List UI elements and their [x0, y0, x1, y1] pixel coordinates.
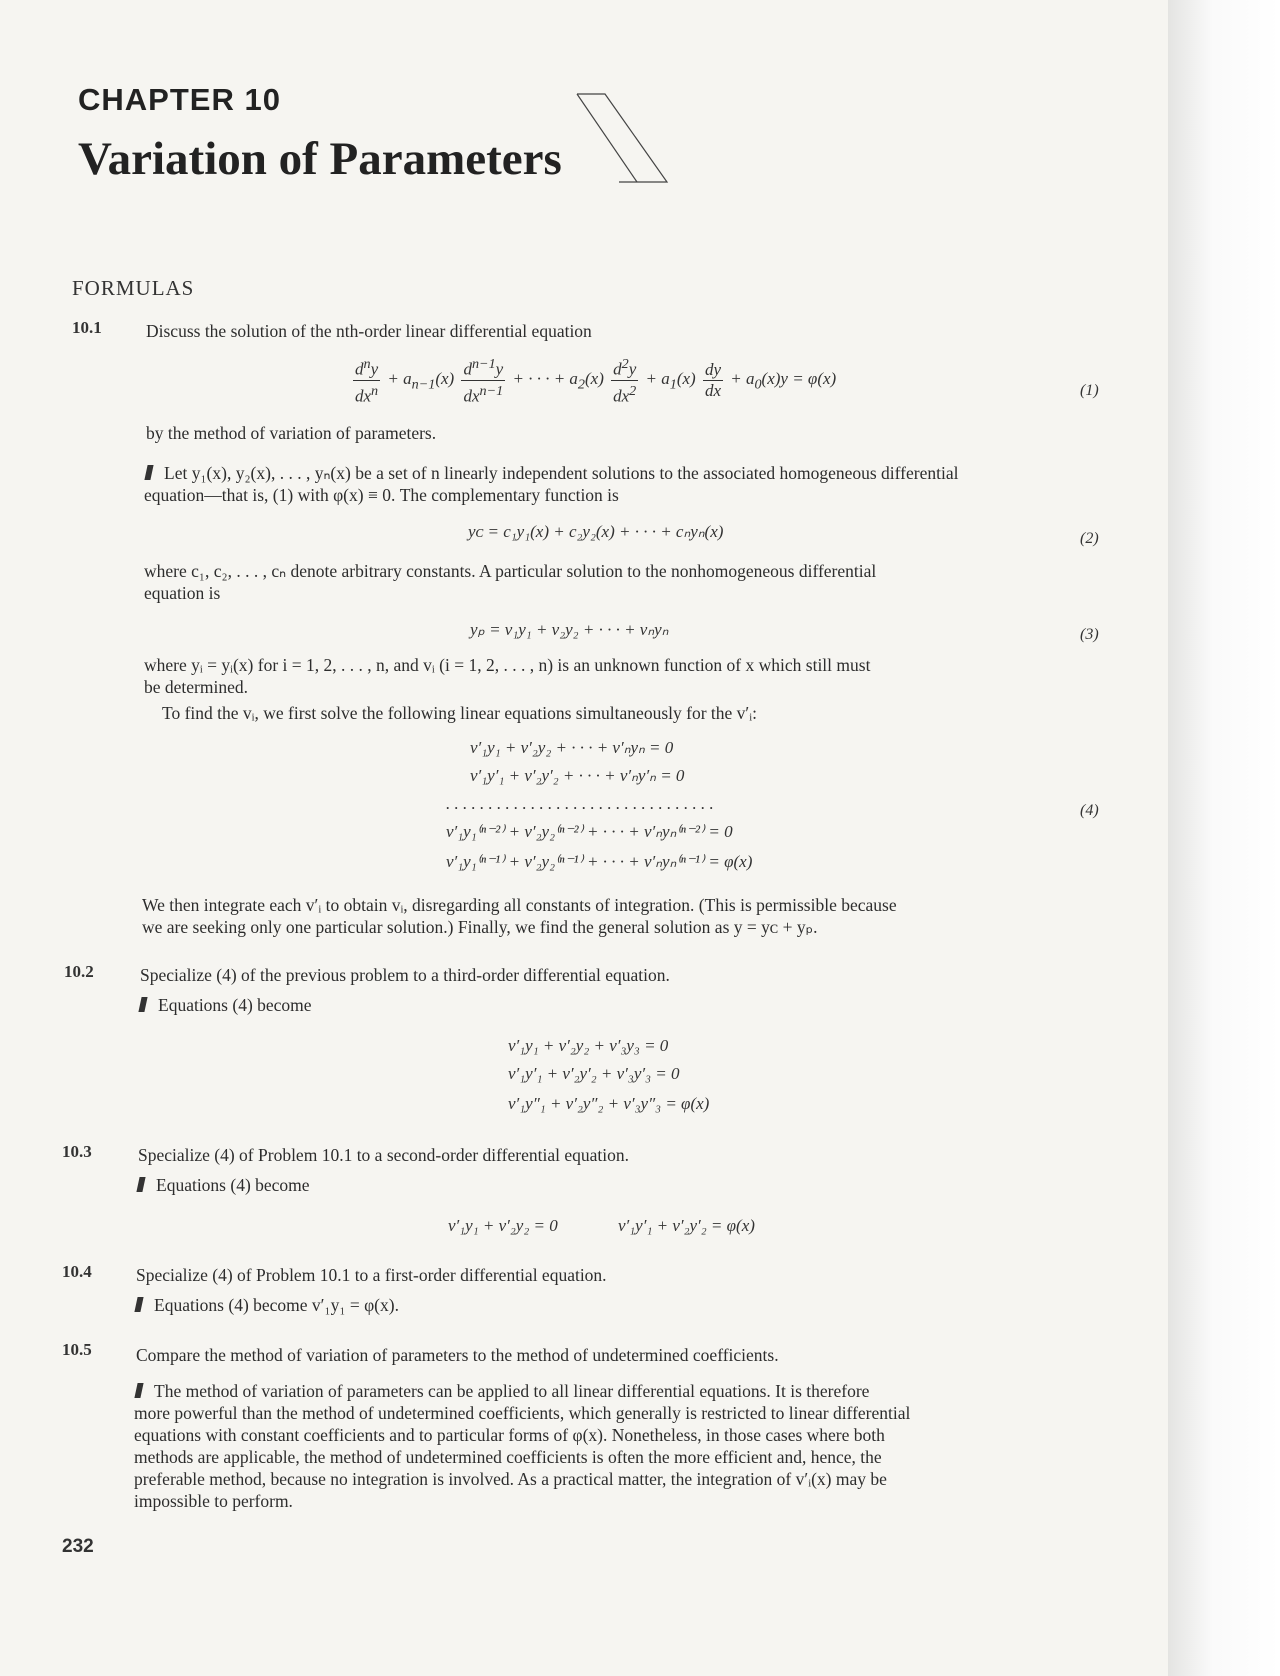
page-number: 232 — [62, 1536, 94, 1557]
problem-10-2-eq-1: v′₁y₁ + v′₂y₂ + v′₃y₃ = 0 — [508, 1036, 669, 1055]
equation-2: yᴄ = c₁y₁(x) + c₂y₂(x) + · · · + cₙyₙ(x) — [468, 522, 724, 541]
problem-10-5-answer-line-5: preferable method, because no integration is involved. As a practical matter, the integration of v′ᵢ(x) may be — [134, 1469, 887, 1489]
equation-3: yₚ = v₁y₁ + v₂y₂ + · · · + vₙyₙ — [470, 620, 669, 639]
problem-10-4-question: Specialize (4) of Problem 10.1 to a first-order differential equation. — [136, 1265, 607, 1285]
problem-10-1-final-line-1: We then integrate each v′ᵢ to obtain vᵢ, disregarding all constants of integration. (This is permissible because — [142, 895, 897, 915]
problem-10-3-eq-1: v′₁y₁ + v′₂y₂ = 0 — [448, 1216, 558, 1235]
system-4-dots: . . . . . . . . . . . . . . . . . . . . . . . . . . . . . . . . — [446, 794, 714, 813]
section-heading: FORMULAS — [72, 276, 195, 300]
problem-10-5-answer-line-3: equations with constant coefficients and to particular forms of φ(x). Nonetheless, in those cases where both — [134, 1425, 885, 1445]
problem-10-4-answer: Equations (4) become v′₁y₁ = φ(x). — [136, 1294, 399, 1316]
problem-10-5-question: Compare the method of variation of parameters to the method of undetermined coefficients. — [136, 1345, 779, 1365]
problem-10-5-answer-line-4: methods are applicable, the method of undetermined coefficients is often the more efficient and, hence, the — [134, 1447, 882, 1467]
problem-10-1-question: Discuss the solution of the nth-order linear differential equation — [146, 321, 592, 341]
problem-10-1-solution-line-1: Let y₁(x), y₂(x), . . . , yₙ(x) be a set of n linearly independent solutions to the associated homogeneous differential — [146, 462, 958, 484]
problem-10-3-answer: Equations (4) become — [138, 1174, 310, 1196]
chapter-label: CHAPTER 10 — [78, 82, 281, 117]
system-4-row-2: v′₁y′₁ + v′₂y′₂ + · · · + v′ₙy′ₙ = 0 — [470, 766, 685, 785]
chapter-title: Variation of Parameters — [78, 133, 562, 185]
problem-10-1-where-line-4: be determined. — [144, 677, 248, 697]
solution-marker-icon — [134, 1297, 143, 1312]
chapter-triangle-icon — [575, 88, 675, 188]
problem-10-2-question: Specialize (4) of the previous problem to a third-order differential equation. — [140, 965, 670, 985]
problem-10-2-eq-2: v′₁y′₁ + v′₂y′₂ + v′₃y′₃ = 0 — [508, 1064, 680, 1083]
frac-dn1y-dxn1: $\frac{d^{n-1}y}{dx^{n-1}}$ — [463, 356, 504, 406]
problem-number-10-2: 10.2 — [64, 962, 94, 981]
problem-10-1-solution-line-2: equation—that is, (1) with φ(x) ≡ 0. The complementary function is — [144, 485, 619, 505]
problem-10-1-method-line: by the method of variation of parameters. — [146, 423, 437, 443]
equation-3-label: (3) — [1080, 626, 1099, 643]
solution-marker-icon — [138, 997, 147, 1012]
problem-10-2-answer: Equations (4) become — [140, 994, 312, 1016]
problem-10-2-eq-3: v′₁y″₁ + v′₂y″₂ + v′₃y″₃ = φ(x) — [508, 1094, 710, 1113]
problem-10-1-find-line: To find the vᵢ, we first solve the following linear equations simultaneously for the v′ᵢ: — [162, 703, 757, 723]
equation-4-label: (4) — [1080, 802, 1099, 819]
problem-10-3-eq-2: v′₁y′₁ + v′₂y′₂ = φ(x) — [618, 1216, 755, 1235]
problem-10-3-question: Specialize (4) of Problem 10.1 to a second-order differential equation. — [138, 1145, 629, 1165]
problem-10-1-where-line-2: equation is — [144, 583, 221, 603]
problem-number-10-3: 10.3 — [62, 1142, 92, 1161]
equation-1: $\frac{d^ny}{dx^n}$ + $a_{n-1}(x)$ $\frac{d^{n-1}y}{dx^{n-1}}$ + · · · + $a_2(x)$ $\frac{d^2y}{dx^2}$ + $a_1(x)$ $\frac{dy}{dx}$ + $a_0(x)y = \varphi(x)$ — [355, 356, 837, 406]
frac-dy-dx: $\frac{dy}{dx}$ — [704, 359, 721, 400]
solution-marker-icon — [136, 1177, 145, 1192]
equation-1-label: (1) — [1080, 382, 1099, 399]
problem-number-10-4: 10.4 — [62, 1262, 92, 1281]
problem-10-1-where-line-3: where yᵢ = yᵢ(x) for i = 1, 2, . . . , n, and vᵢ (i = 1, 2, . . . , n) is an unknown function of x which still must — [144, 655, 871, 675]
solution-marker-icon — [144, 465, 153, 480]
problem-number-10-1: 10.1 — [72, 318, 102, 337]
page-edge-shadow — [1168, 0, 1280, 1676]
problem-10-1-final-line-2: we are seeking only one particular solution.) Finally, we find the general solution as y = yᴄ + yₚ. — [142, 917, 818, 937]
solution-marker-icon — [134, 1383, 143, 1398]
system-4-row-1: v′₁y₁ + v′₂y₂ + · · · + v′ₙyₙ = 0 — [470, 738, 674, 757]
problem-10-1-where-line-1: where c₁, c₂, . . . , cₙ denote arbitrary constants. A particular solution to the nonhomogeneous differential — [144, 561, 877, 581]
equation-2-label: (2) — [1080, 530, 1099, 547]
problem-number-10-5: 10.5 — [62, 1340, 92, 1359]
system-4-row-4: v′₁y₁⁽ⁿ⁻¹⁾ + v′₂y₂⁽ⁿ⁻¹⁾ + · · · + v′ₙyₙ⁽ⁿ⁻¹⁾ = φ(x) — [446, 852, 753, 871]
frac-d2y-dx2: $\frac{d^2y}{dx^2}$ — [613, 356, 637, 406]
problem-10-5-answer-line-6: impossible to perform. — [134, 1491, 293, 1511]
problem-10-5-answer-line-2: more powerful than the method of undetermined coefficients, which generally is restricted to linear differential — [134, 1403, 911, 1423]
system-4-row-3: v′₁y₁⁽ⁿ⁻²⁾ + v′₂y₂⁽ⁿ⁻²⁾ + · · · + v′ₙyₙ⁽ⁿ⁻²⁾ = 0 — [446, 822, 733, 841]
problem-10-5-answer-line-1: The method of variation of parameters can be applied to all linear differential equations. It is therefore — [136, 1380, 869, 1402]
frac-dny-dxn: $\frac{d^ny}{dx^n}$ — [355, 356, 379, 406]
